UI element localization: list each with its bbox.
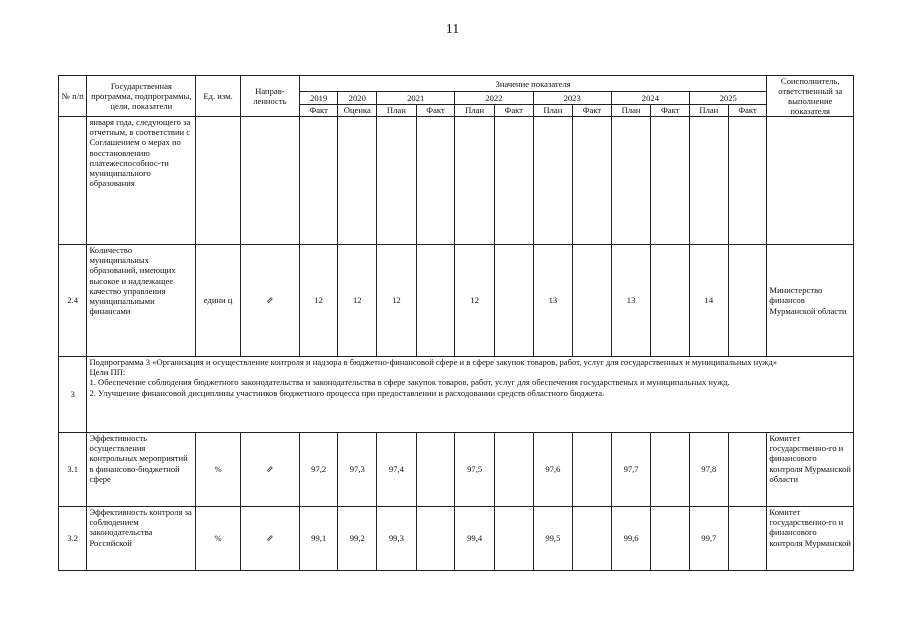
value-cell: 99,7 xyxy=(690,507,729,571)
value-cell xyxy=(573,245,612,357)
page-number: 11 xyxy=(445,22,460,37)
value-cell: 97,7 xyxy=(611,433,651,507)
year-2025: 2025 xyxy=(690,92,767,104)
up-arrow-icon: ⇗ xyxy=(240,507,299,571)
value-cell xyxy=(573,507,612,571)
value-cell xyxy=(651,433,690,507)
value-cell xyxy=(573,433,612,507)
subprogram-cell xyxy=(87,357,854,433)
value-cell: 97,4 xyxy=(377,433,417,507)
value-cell: 99,2 xyxy=(338,507,377,571)
value-cell: 99,1 xyxy=(299,507,338,571)
table-row xyxy=(59,507,854,571)
row-num: 2.4 xyxy=(59,245,87,357)
value-cell: 97,3 xyxy=(338,433,377,507)
year-2021: 2021 xyxy=(377,92,455,104)
value-cell: 97,8 xyxy=(690,433,729,507)
value-cell: 12 xyxy=(455,245,495,357)
sub-header: Факт xyxy=(416,104,455,116)
subprogram-title: Подпрограмма 3 «Организация и осуществление контроля и надзора в бюджетно-финансовой сфере и в сфере закупок товаров, работ, услуг для государственных и муниципальных нужд» xyxy=(89,357,778,367)
year-2024: 2024 xyxy=(611,92,689,104)
sub-header: План xyxy=(377,104,417,116)
value-cell: 12 xyxy=(377,245,417,357)
indicator-name: Эффективность осуществления контрольных мероприятий в финансово-бюджетной сфере xyxy=(87,433,196,507)
row-num: 3 xyxy=(59,357,87,433)
indicator-name: Количество муниципальных образований, имеющих высокое и надлежащее качество управления муниципальными финансами xyxy=(87,245,196,357)
value-cell xyxy=(494,433,533,507)
value-cell xyxy=(728,433,767,507)
sub-header: Факт xyxy=(494,104,533,116)
value-cell: 99,6 xyxy=(611,507,651,571)
value-cell: 97,6 xyxy=(533,433,573,507)
row-num: 3.1 xyxy=(59,433,87,507)
sub-header: Факт xyxy=(573,104,612,116)
goals-label: Цели ПП: xyxy=(89,367,126,378)
value-cell xyxy=(416,507,455,571)
value-cell xyxy=(651,245,690,357)
table-row xyxy=(59,433,854,507)
value-cell: 13 xyxy=(533,245,573,357)
value-cell xyxy=(728,507,767,571)
value-cell xyxy=(494,507,533,571)
sub-header: План xyxy=(455,104,495,116)
header-coexecutor: Соисполнитель, ответственный за выполнение показателя xyxy=(767,76,854,117)
value-cell xyxy=(728,245,767,357)
unit-cell: % xyxy=(196,507,241,571)
sub-header: Факт xyxy=(728,104,767,116)
sub-header: Факт xyxy=(299,104,338,116)
goal-1: 1. Обеспечение соблюдения бюджетного законодательства и законодательства в сфере закупок товаров, работ, услуг для обеспечения государственых и муниципальных нужд. xyxy=(89,377,730,388)
goal-2: 2. Улучшение финансовой дисциплины участников бюджетного процесса при предоставлении и расходовании средств областного бюджета. xyxy=(89,387,605,398)
value-cell: 13 xyxy=(611,245,651,357)
table-row xyxy=(59,117,854,245)
value-cell: 99,3 xyxy=(377,507,417,571)
up-arrow-icon: ⇗ xyxy=(240,245,299,357)
value-cell: 12 xyxy=(299,245,338,357)
coexecutor-cell: Комитет государственно-го и финансового контроля Мурманской области xyxy=(767,433,854,507)
value-cell: 97,5 xyxy=(455,433,495,507)
value-cell: 12 xyxy=(338,245,377,357)
header-direction: Направ-ленность xyxy=(240,76,299,117)
value-cell: 97,2 xyxy=(299,433,338,507)
table-row xyxy=(59,357,854,433)
year-2020: 2020 xyxy=(338,92,377,104)
coexecutor-cell: Министерство финансов Мурманской области xyxy=(767,245,854,357)
indicator-name: Эффективность контроля за соблюдением законодательства Российской xyxy=(87,507,196,571)
up-arrow-icon: ⇗ xyxy=(240,433,299,507)
indicator-name: января года, следующего за отчетным, в соответствии с Соглашением о мерах по восстановлению платежеспособнос-ти муниципального образования xyxy=(87,117,196,245)
coexecutor-cell: Комитет государственно-го и финансового контроля Мурманской xyxy=(767,507,854,571)
sub-header: План xyxy=(690,104,729,116)
value-cell: 99,5 xyxy=(533,507,573,571)
value-cell xyxy=(416,433,455,507)
unit-cell: % xyxy=(196,433,241,507)
unit-cell: едини ц xyxy=(196,245,241,357)
value-cell: 99,4 xyxy=(455,507,495,571)
value-cell xyxy=(651,507,690,571)
sub-header: План xyxy=(611,104,651,116)
header-unit: Ед. изм. xyxy=(196,76,241,117)
sub-header: Факт xyxy=(651,104,690,116)
row-num: 3.2 xyxy=(59,507,87,571)
header-values-title: Значение показателя xyxy=(299,76,767,92)
value-cell: 14 xyxy=(690,245,729,357)
table-row xyxy=(59,245,854,357)
header-program: Государственная программа, подпрограммы, цели, показатели xyxy=(87,76,196,117)
sub-header: Оценка xyxy=(338,104,377,116)
sub-header: План xyxy=(533,104,573,116)
year-2022: 2022 xyxy=(455,92,533,104)
header-num: № п/п xyxy=(59,76,87,117)
value-cell xyxy=(494,245,533,357)
year-2019: 2019 xyxy=(299,92,338,104)
indicator-table xyxy=(58,75,854,571)
value-cell xyxy=(416,245,455,357)
year-2023: 2023 xyxy=(533,92,611,104)
